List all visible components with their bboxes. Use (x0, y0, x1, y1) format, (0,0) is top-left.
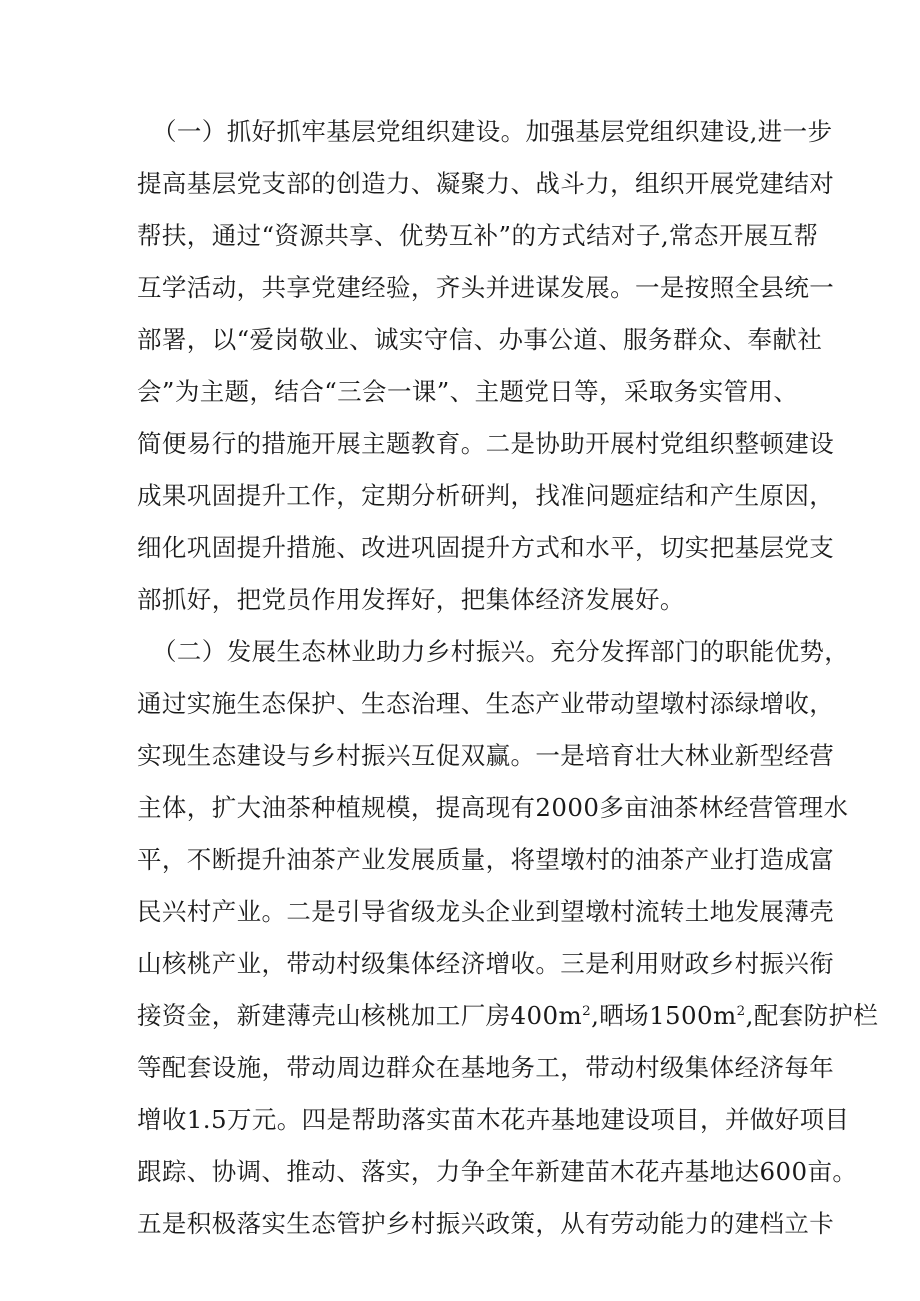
text-line (137, 990, 879, 1042)
text-line: 主体，扩大油茶种植规模，提高现有2000多亩油茶林经营管理水 (137, 793, 849, 822)
text-line: （一）抓好抓牢基层党组织建设。加强基层党组织建设,进一步 (152, 117, 833, 146)
text-run: 接资金，新建薄壳山核桃加工厂房400m (137, 1001, 583, 1030)
text-run: ,配套防护栏 (745, 1001, 879, 1030)
superscript: 2 (582, 1002, 592, 1019)
text-line: 提高基层党支部的创造力、凝聚力、战斗力，组织开展党建结对 (137, 169, 835, 198)
text-line: 实现生态建设与乡村振兴互促双赢。一是培育壮大林业新型经营 (137, 741, 835, 770)
text-line: 山核桃产业，带动村级集体经济增收。三是利用财政乡村振兴衔 (137, 949, 835, 978)
text-line: 民兴村产业。二是引导省级龙头企业到望墩村流转土地发展薄壳 (137, 897, 835, 926)
text-line: 跟踪、协调、推动、落实，力争全年新建苗木花卉基地达600亩。 (137, 1157, 858, 1186)
text-line: 通过实施生态保护、生态治理、生态产业带动望墩村添绿增收， (137, 689, 835, 718)
text-line: （二）发展生态林业助力乡村振兴。充分发挥部门的职能优势， (152, 637, 850, 666)
text-line: 部抓好，把党员作用发挥好，把集体经济发展好。 (137, 585, 685, 614)
text-line: 会”为主题，结合“三会一课”、主题党日等，采取务实管用、 (137, 377, 799, 406)
text-line: 互学活动，共享党建经验，齐头并进谋发展。一是按照全县统一 (137, 273, 835, 302)
text-line: 帮扶，通过“资源共享、优势互补”的方式结对子,常态开展互帮 (137, 221, 819, 250)
text-line: 成果巩固提升工作，定期分析研判，找准问题症结和产生原因， (137, 481, 835, 510)
superscript: 2 (736, 1002, 746, 1019)
text-line: 增收1.5万元。四是帮助落实苗木花卉基地建设项目，并做好项目 (137, 1105, 850, 1134)
text-line: 细化巩固提升措施、改进巩固提升方式和水平，切实把基层党支 (137, 533, 835, 562)
text-line: 五是积极落实生态管护乡村振兴政策，从有劳动能力的建档立卡 (137, 1209, 835, 1238)
text-line: 等配套设施，带动周边群众在基地务工，带动村级集体经济每年 (137, 1053, 835, 1082)
text-line: 部署，以“爱岗敬业、诚实守信、办事公道、服务群众、奉献社 (137, 325, 823, 354)
text-run: ,晒场1500m (591, 1001, 737, 1030)
text-line: 简便易行的措施开展主题教育。二是协助开展村党组织整顿建设 (137, 429, 835, 458)
text-line: 平，不断提升油茶产业发展质量，将望墩村的油茶产业打造成富 (137, 845, 835, 874)
